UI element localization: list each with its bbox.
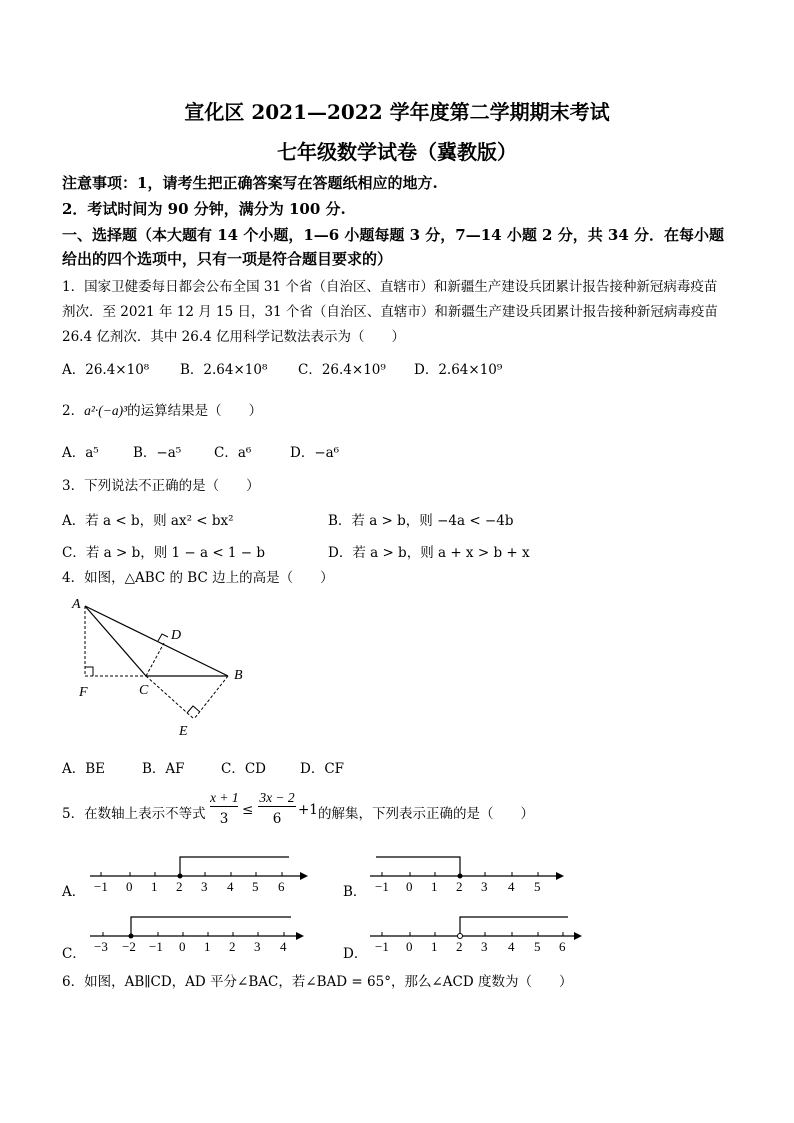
q4-stem: 4．如图，△ABC 的 BC 边上的高是（ ）	[62, 570, 334, 586]
tick-label: 1	[431, 879, 438, 892]
number-line-b	[368, 850, 568, 892]
q5-rhs-tail: +1	[298, 802, 318, 818]
section-heading-1: 一、选择题（本大题有 14 个小题，1—6 小题每题 3 分，7—14 小题 2 分，共 34 分．在每小题	[62, 226, 725, 244]
right-angle-f	[85, 667, 93, 676]
tick-label: 4	[508, 939, 515, 952]
q2-prefix: 2．	[62, 403, 85, 419]
q4-option-d: D．CF	[300, 761, 345, 777]
q5-option-c-label: C．	[62, 946, 86, 962]
tick-label: 3	[254, 939, 261, 952]
tick-label: 3	[481, 879, 488, 892]
axis-arrow-icon	[574, 932, 582, 940]
tick-label: 0	[406, 879, 413, 892]
q3-option-d: D．若 a > b，则 a + x > b + x	[328, 545, 530, 561]
q5-rhs-numerator: 3x − 2	[259, 790, 295, 805]
label-b: B	[234, 668, 243, 683]
q2-stem	[62, 399, 262, 419]
q2-expression: a²·(−a)³	[84, 403, 128, 418]
q3-option-a: A．若 a < b，则 ax² < bx²	[62, 513, 234, 529]
page-subtitle: 七年级数学试卷（冀教版）	[277, 140, 517, 164]
solid-dot	[178, 874, 183, 879]
section-heading-2: 给出的四个选项中，只有一项是符合题目要求的）	[62, 250, 393, 268]
tick-label: 4	[280, 939, 287, 952]
q5-lhs-denominator: 3	[219, 811, 229, 827]
altitude-cd	[146, 643, 164, 676]
tick-label: −1	[375, 879, 389, 892]
solution-bracket	[376, 857, 460, 876]
q3-stem: 3．下列说法不正确的是（ ）	[62, 478, 260, 494]
number-line-a	[88, 850, 308, 892]
solution-bracket	[180, 857, 289, 876]
q5-rhs-denominator: 6	[272, 811, 282, 827]
q5-option-b-label: B．	[343, 884, 367, 900]
tick-label: 0	[406, 939, 413, 952]
q4-option-c: C．CD	[221, 761, 266, 777]
page-title: 宣化区 2021—2022 学年度第二学期期末考试	[184, 100, 610, 124]
label-c: C	[139, 683, 149, 698]
axis-arrow-icon	[300, 872, 308, 880]
q5-option-d-label: D．	[343, 946, 368, 962]
number-line-c	[88, 910, 308, 952]
tick-label: 4	[508, 879, 515, 892]
tick-label: 1	[431, 939, 438, 952]
tick-label: −1	[375, 939, 389, 952]
tick-label: 1	[204, 939, 211, 952]
label-d: D	[171, 628, 182, 643]
tick-label: −2	[122, 939, 136, 952]
q4-triangle-figure	[60, 592, 260, 752]
right-angle-e	[187, 706, 200, 713]
solid-dot	[129, 934, 134, 939]
segment-ac	[85, 606, 146, 676]
q2-option-c: C．a⁶	[214, 445, 252, 461]
note-line-1: 注意事项：1，请考生把正确答案写在答题纸相应的地方.	[62, 174, 438, 192]
q2-option-a: A．a⁵	[62, 445, 99, 461]
solution-bracket	[460, 917, 568, 936]
tick-label: −3	[94, 939, 108, 952]
q1-option-a: A．26.4×10⁸	[62, 362, 150, 378]
q5-option-a-label: A．	[62, 884, 86, 900]
q2-option-b: B．−a⁵	[133, 445, 182, 461]
tick-label: 0	[126, 879, 133, 892]
tick-label: 5	[534, 879, 541, 892]
q1-line-2: 剂次．至 2021 年 12 月 15 日，31 个省（自治区、直辖市）和新疆生产建设兵团累计报告接种新冠病毒疫苗	[62, 304, 718, 320]
solution-bracket	[131, 917, 291, 936]
tick-label: 1	[151, 879, 158, 892]
tick-label: 0	[179, 939, 186, 952]
q5-prefix: 5．在数轴上表示不等式	[62, 806, 206, 822]
altitude-be	[194, 676, 228, 719]
right-angle-d	[158, 634, 168, 641]
q4-option-a: A．BE	[62, 761, 106, 777]
q1-option-b: B．2.64×10⁸	[180, 362, 268, 378]
q5-leq: ≤	[242, 802, 254, 818]
axis-arrow-icon	[296, 932, 304, 940]
number-line-d	[368, 910, 588, 952]
tick-label: 2	[456, 939, 463, 952]
hollow-dot	[458, 934, 463, 939]
tick-label: 5	[252, 879, 259, 892]
solid-dot	[458, 874, 463, 879]
tick-label: 2	[456, 879, 463, 892]
axis-arrow-icon	[556, 872, 564, 880]
q4-option-b: B．AF	[142, 761, 185, 777]
q3-option-b: B．若 a > b，则 −4a < −4b	[328, 513, 514, 529]
tick-label: 6	[278, 879, 285, 892]
q1-line-1: 1．国家卫健委每日都会公布全国 31 个省（自治区、直辖市）和新疆生产建设兵团累计报告接种新冠病毒疫苗	[62, 279, 718, 295]
tick-label: −1	[149, 939, 163, 952]
segment-ab	[85, 606, 228, 676]
tick-label: 3	[201, 879, 208, 892]
label-e: E	[179, 724, 188, 739]
tick-label: 5	[534, 939, 541, 952]
tick-label: 3	[481, 939, 488, 952]
q1-option-d: D．2.64×10⁹	[414, 362, 503, 378]
q6-stem: 6．如图，AB∥CD，AD 平分∠BAC，若∠BAD = 65°，那么∠ACD 度数为（ ）	[62, 974, 573, 990]
label-f: F	[79, 685, 88, 700]
q2-suffix: 的运算结果是（ ）	[127, 403, 263, 419]
q1-option-c: C．26.4×10⁹	[298, 362, 386, 378]
q2-option-d: D．−a⁶	[290, 445, 340, 461]
note-line-2: 2．考试时间为 90 分钟，满分为 100 分.	[62, 200, 346, 218]
q5-suffix: 的解集，下列表示正确的是（ ）	[318, 806, 534, 822]
tick-label: −1	[94, 879, 108, 892]
tick-label: 2	[176, 879, 183, 892]
q5-lhs-numerator: x + 1	[210, 790, 239, 805]
tick-label: 2	[229, 939, 236, 952]
q3-option-c: C．若 a > b，则 1 − a < 1 − b	[62, 545, 266, 561]
tick-label: 4	[227, 879, 234, 892]
label-a: A	[72, 597, 81, 612]
tick-label: 6	[559, 939, 566, 952]
q1-line-3: 26.4 亿剂次．其中 26.4 亿用科学记数法表示为（ ）	[62, 329, 405, 345]
